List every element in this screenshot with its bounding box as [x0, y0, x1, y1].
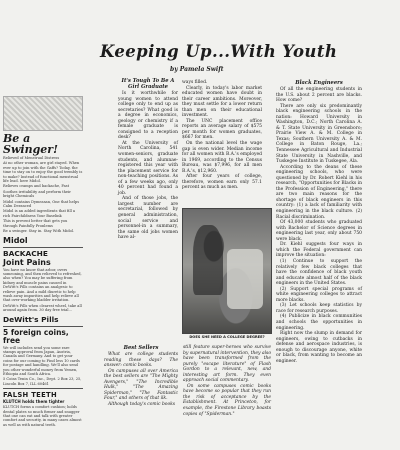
midol-ad-bullet: Midol is an added ingredients that fill a rich Fairchildness Your Baselink	[3, 209, 76, 218]
article-paragraph: Dr. Kiehl suggests four ways in which the Federal government can improve the situation:	[276, 242, 362, 259]
backache-ad-subtitle: Joint Pains	[3, 257, 51, 267]
article-paragraph: Right now the slump in demand for engineers, owing to cutbacks in defense and aerospace industries, is enough to discourage anyone, white or black, from wanting to become an engineer.	[276, 331, 362, 364]
article-paragraph: According to the deans of these engineering schools, who were questioned by Dr. Robert Kiehl in his research, "Opportunities for Blacks in the Profession of Engineering," there are two main reasons for the shortage of black engineers in this country: (1) a lack of familiarity with engineering in the black culture. (2) Racial discrimination.	[276, 164, 362, 220]
midol-logo: Midol	[3, 235, 28, 245]
article-column-wage-gap	[182, 80, 262, 191]
article-headline: Keeping Up...With Youth	[100, 42, 338, 61]
article-paragraph: Although today's comic books	[108, 401, 176, 407]
midol-ad-image	[3, 96, 83, 131]
midol-ad-bullet: Soothes irritability and perform their bright Chemicals	[3, 189, 71, 199]
section-heading: Best Sellers	[123, 345, 159, 351]
article-paragraph: Of 43,000 students who graduated with Bachelor of Science degrees in engineering last year, only about 750 were black.	[276, 220, 362, 242]
article-paragraph: (4) Publicize in black communities and schools the opportunities in engineering.	[276, 314, 362, 331]
article-paragraph: (3) Let schools keep statistics by race for research purposes.	[276, 303, 362, 314]
midol-ad-bullets	[3, 184, 83, 228]
article-column-comic-books	[183, 345, 271, 417]
coins-ad-footer: 5 Coins Tenin Co., Inc., Dept. 2 Box 23, 25, Lincoln Box 7, ILL 60461	[3, 377, 82, 386]
article-photo	[182, 208, 272, 334]
section-heading: Black Engineers	[295, 80, 343, 86]
article-column-black-engineers	[276, 80, 362, 364]
midol-ad-body: At no other woman, are girl stayed. When ever up to join with the Gaffs? Today, the time to stay on to enjoy the good trembly is to make? Instead of functional menstrual life lead. here Midol.	[3, 161, 83, 184]
article-paragraph: On the national level the wage gap is even wider. Median income for all women with B.A.'s employed in 1969, according to the Census Bureau, was $7,996, for all men B.A.'s, $12,960.	[182, 141, 262, 174]
ad-divider	[3, 247, 83, 248]
photo-caption: DOES SHE NEED A COLLEGE DEGREE?	[189, 335, 265, 339]
article-paragraph: Clearly, in today's labor market educated women have doubt in their career ambitions. Moreover, they must settle for a lower return than men on their educational investment.	[182, 85, 262, 119]
article-paragraph: And of those jobs, the largest number are secretarial, followed by general administration, social service and personnel-in a summary, the same old jobs women have al-	[118, 196, 178, 241]
article-paragraph: There are only six predominantly black engineering schools in the nation: Howard University in Washington, D.C.; North Carolina A. & T. State University in Greensboro; Prairie View A. & M. College in Texas; Southern University A. & M. College in Baton Rouge, La.; Tennessee Agricultural and Industrial State University in Nashville, and Tuskegee Institute in Tuskegee, Ala.	[276, 103, 362, 165]
article-column-best-sellers	[104, 345, 178, 407]
article-paragraph: still feature super-heroes who survive by supernatural intervention, they also have been transformed from the purely "escape literature" of Flash Gordon to a relevant, new, and interesting art form. They even approach social commentary.	[183, 345, 271, 384]
ad-divider	[3, 326, 83, 327]
article-paragraph: (2) Support special programs of white engineering colleges to attract more blacks.	[276, 286, 362, 303]
photo-figure	[193, 225, 223, 295]
klutch-ad-title: FALSH TEETH	[3, 391, 57, 400]
article-paragraph: ways filled.	[182, 80, 208, 85]
article-paragraph: After four years of college, therefore, women earn only 57.1 percent as much as men.	[182, 174, 262, 191]
klutch-ad-subtitle: KLUTCH holds them tighter	[3, 399, 65, 405]
midol-ad-bullet: Relieves cramps and backache, Fast	[3, 184, 70, 189]
coins-ad-body: We will includes send you some rare stamps approval from Japan, Austria, Canada and Germany. And to get your coins for our coming to Find less 10 cards for postage and handling. We'll also send you other wonderful money from Yemen, Ethiopia and South Africa.	[3, 345, 80, 376]
section-heading: It's Tough To Be A Girl Graduate	[121, 78, 175, 90]
article-byline: by Pamela Swift	[170, 66, 224, 73]
article-paragraph: Is it worthwhile for young women to attend college only to end up as secretaries? What good is a degree in economics, geology or chemistry if a female graduate is consigned to a reception desk?	[118, 91, 178, 141]
midol-ad-subtitle: Relieved of Menstrual Distress	[3, 156, 60, 160]
midol-ad-footer: Be a swinger. Stay in. Stay With Midol.	[3, 229, 75, 234]
backache-ad-body-2: DeWitt's Pills when clearest wheel, take all around again from. 30 day free trial...	[3, 303, 82, 313]
article-paragraph: What are college students reading these days? The answer: comic books.	[104, 352, 178, 369]
coins-ad-title: 5 foreign coins, free	[3, 327, 69, 345]
article-paragraph: The UNC placement office reports an average salary of $575 per month for women graduates, $667 for men.	[182, 118, 262, 141]
article-paragraph: Of all the engineering students in the U.S. about 2 percent are blacks. How come?	[276, 87, 362, 104]
article-paragraph: At the University of North Carolina, 541 women-seniors, graduate students, and alumnae-registered this year with the placement service for non-teaching positions. As of a few weeks ago, only 40 percent had found a job.	[118, 140, 178, 196]
midol-ad-title: Be a Swinger!	[3, 132, 58, 156]
midol-ad-bullet: This is prevent better that gets you through Painfully Pronlems	[3, 219, 68, 228]
ad-column	[3, 96, 83, 427]
backache-ad-body: You have no know that arbor, overs someoning, and then relieved to refreshed, also when? You may be suffering from kidney and muscle pains caused in DeWitt's Pills contains an analgesic to relieve pain. And a mild diuretic to help wash away impurities and help relieve all that over-working bladder irritation.	[3, 267, 82, 303]
article-paragraph: (1) Continue to support the relatively few black colleges that have the confidence of black youth and educate almost half of the black engineers in the United States.	[276, 258, 362, 287]
backache-ad-title: BACKACHE	[3, 248, 48, 258]
dewitt-logo: DeWitt's Pills	[3, 314, 59, 324]
photo-object	[227, 249, 263, 309]
ad-divider	[3, 388, 83, 389]
article-paragraph: On campuses all over America the best sellers are "The Mighty Avengers," "The Incredible Hulk," "The Amazing Spiderman," "The Fantastic Four," and others of that ilk.	[104, 368, 178, 402]
article-paragraph: On some campuses comic books have become so popular that they run the risk of acceptance by the Establishment. At Princeton, for example, the Firestone Library boasts copies of "Spiderman."	[183, 383, 271, 417]
klutch-ad-body: KLUTCH forms a comfort cushion; holds dental plates so much firmer and snugger that one can eat and talk with greater comfort and security, in many cases almost as well as with natural teeth.	[3, 405, 82, 427]
midol-ad-bullet: Midol contains Dymeasan, One that helps Calm Deranced	[3, 199, 80, 209]
article-column-girl-graduate	[118, 78, 178, 241]
